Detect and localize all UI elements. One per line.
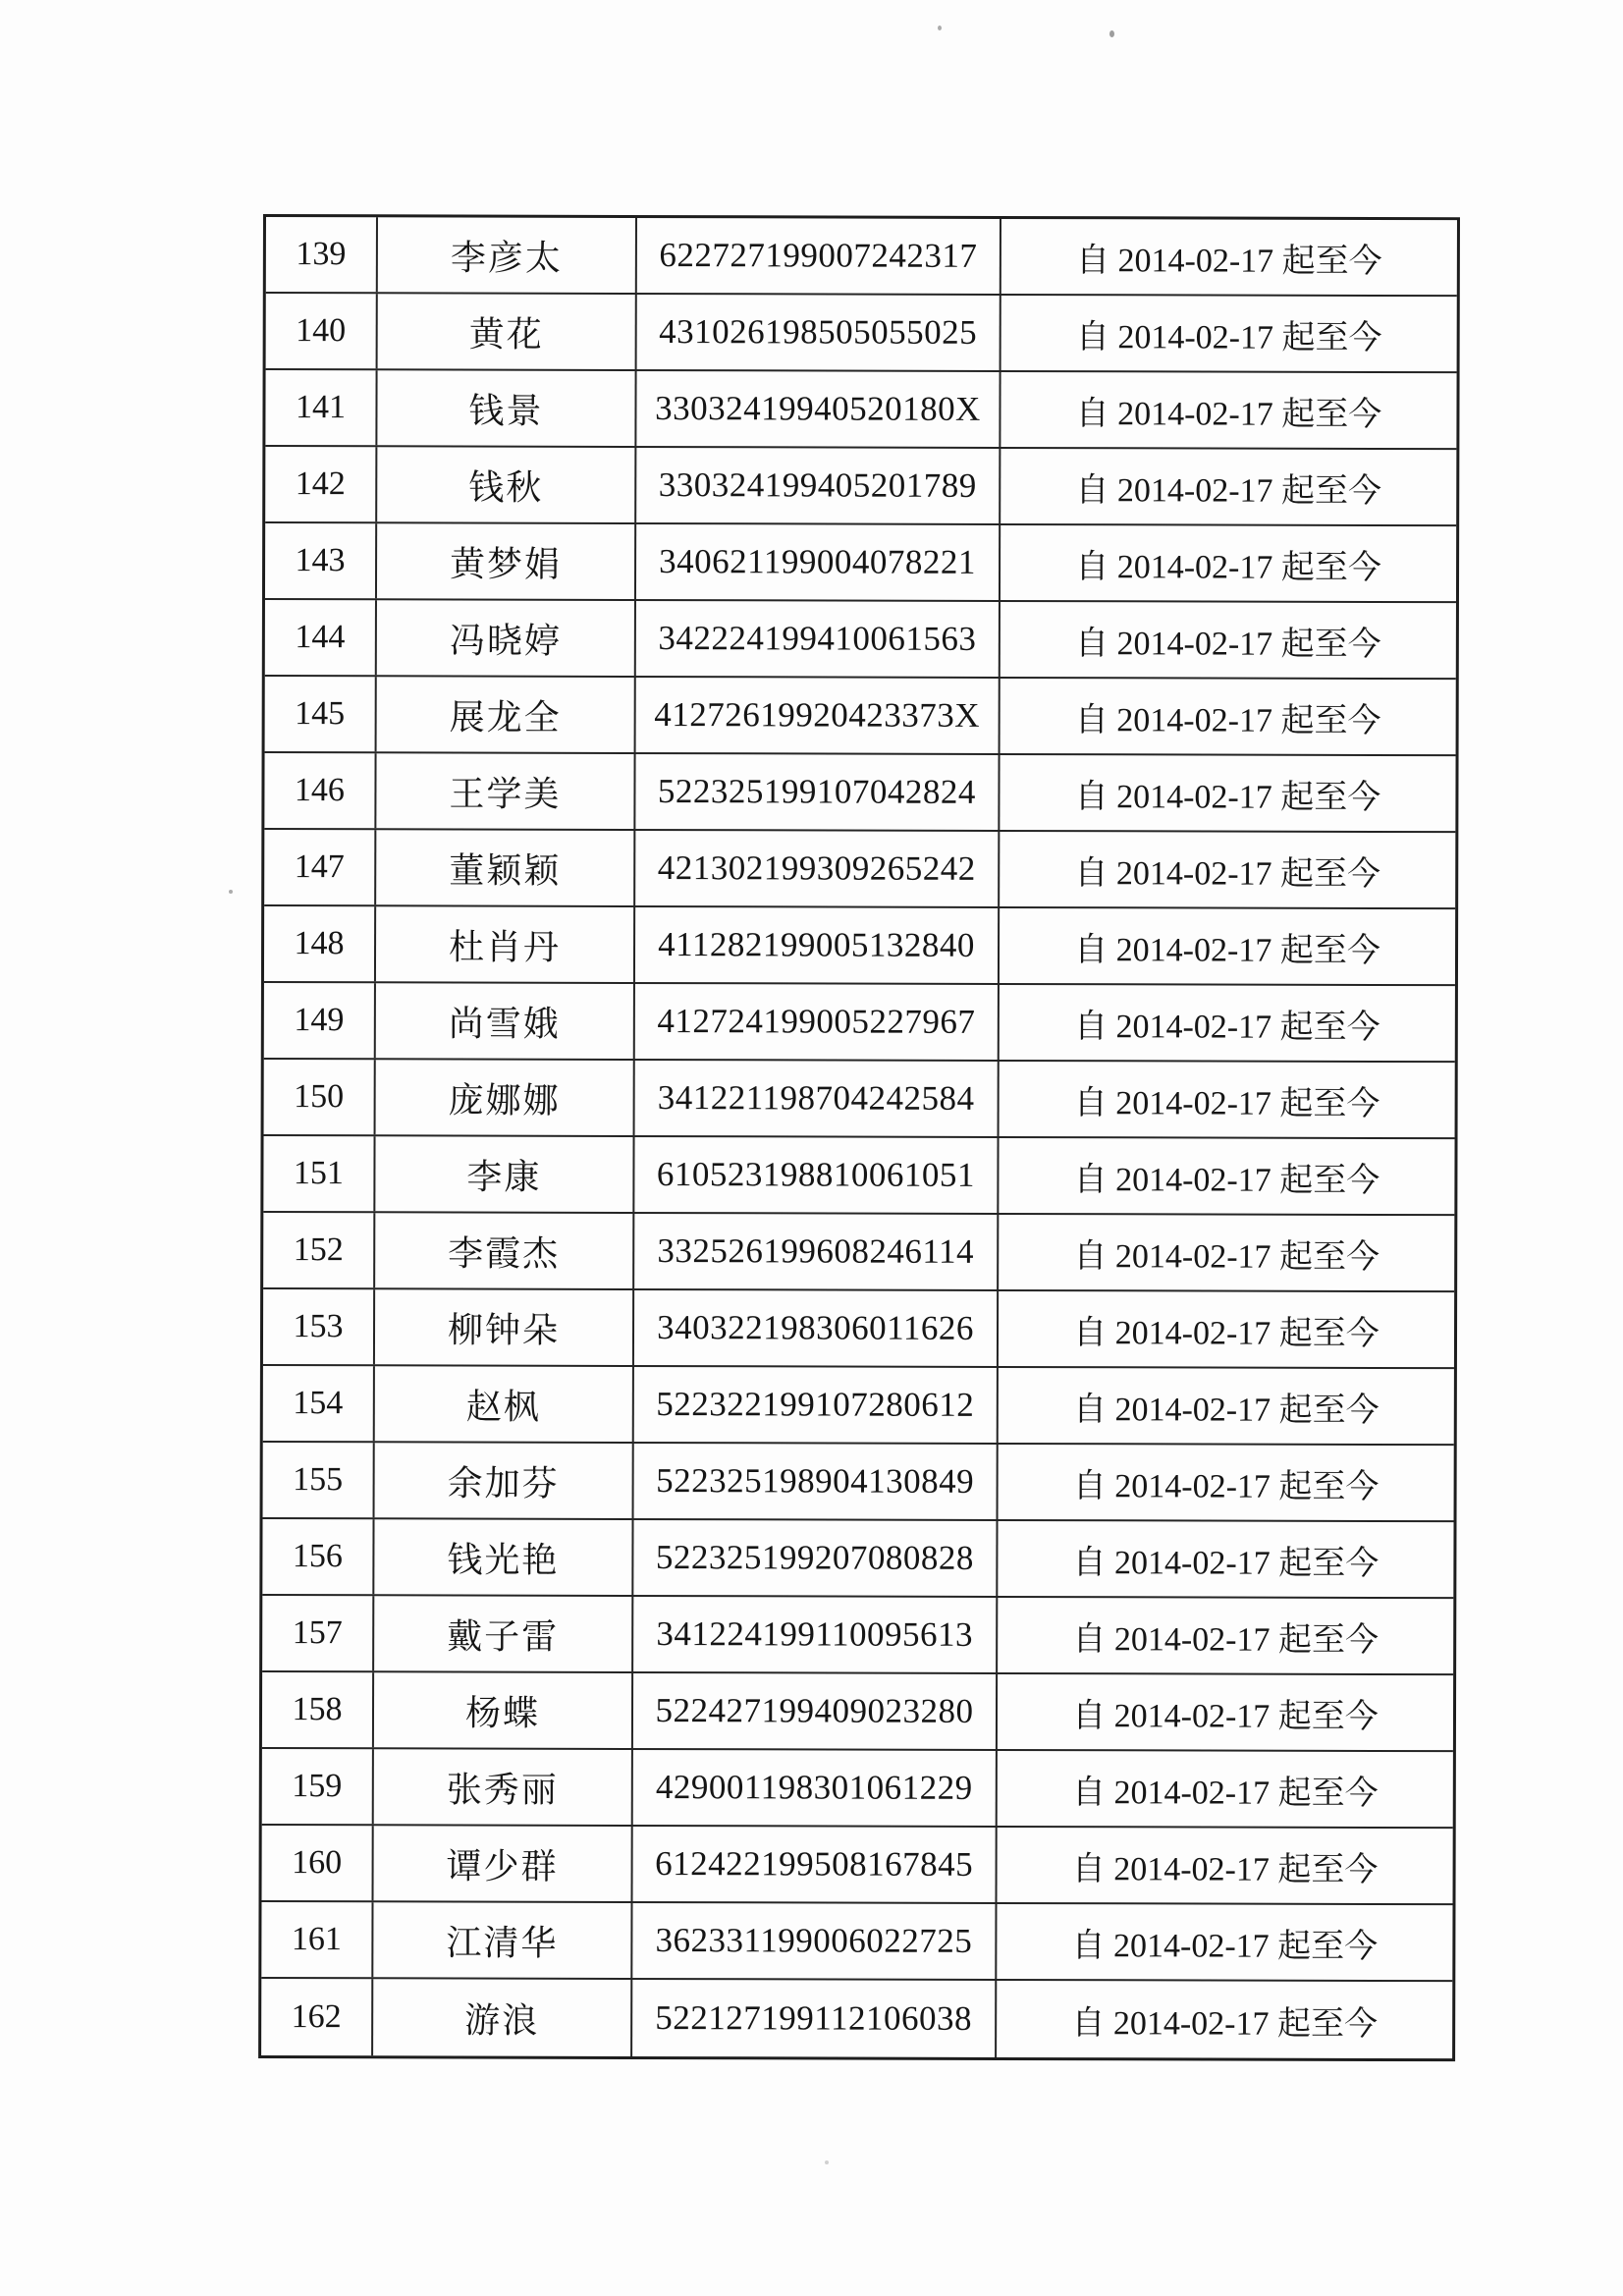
id-number-cell: 612422199508167845 [633, 1827, 998, 1902]
validity-period-cell: 自 2014-02-17 起至今 [1074, 778, 1381, 816]
validity-period-cell: 自 2014-02-17 起至今 [1075, 318, 1382, 356]
row-number-cell: 152 [263, 1213, 375, 1287]
validity-period-cell: 自 2014-02-17 起至今 [1071, 1774, 1379, 1812]
table-row [264, 983, 1455, 1063]
name-cell: 谭少群 [374, 1826, 633, 1901]
name-cell: 杜肖丹 [376, 906, 635, 982]
name-cell: 游浪 [373, 1979, 632, 2056]
name-cell: 董颖颖 [376, 830, 635, 905]
validity-period-cell: 自 2014-02-17 起至今 [1071, 1850, 1379, 1888]
table-row [263, 1289, 1454, 1369]
validity-period-cell: 自 2014-02-17 起至今 [1075, 471, 1382, 510]
row-number-cell: 141 [265, 370, 377, 445]
table-row [263, 1366, 1454, 1446]
roster-table [258, 214, 1460, 2061]
table-row [261, 1826, 1452, 1905]
id-number-cell: 610523198810061051 [634, 1137, 999, 1213]
table-row [262, 1672, 1453, 1752]
table-row [265, 600, 1456, 680]
id-number-cell: 622727199007242317 [637, 218, 1001, 294]
id-number-cell: 41272619920423373X [636, 678, 1001, 753]
name-cell: 展龙全 [377, 677, 636, 752]
validity-period-cell: 自 2014-02-17 起至今 [1073, 1314, 1380, 1352]
table-row [266, 294, 1457, 373]
row-number-cell: 159 [262, 1749, 374, 1824]
row-number-cell: 146 [264, 753, 376, 828]
validity-period-cell: 自 2014-02-17 起至今 [1073, 1008, 1380, 1046]
table-row [261, 1979, 1452, 2058]
row-number-cell: 160 [262, 1826, 374, 1900]
validity-period-cell: 自 2014-02-17 起至今 [1072, 1620, 1380, 1659]
name-cell: 黄梦娟 [377, 523, 636, 599]
name-cell: 余加芬 [375, 1443, 634, 1518]
row-number-cell: 139 [266, 217, 378, 292]
name-cell: 钱秋 [377, 447, 636, 522]
validity-period-cell: 自 2014-02-17 起至今 [1071, 1927, 1379, 1965]
scan-speck [938, 26, 942, 30]
name-cell: 王学美 [376, 753, 635, 829]
name-cell: 赵枫 [375, 1366, 634, 1442]
id-number-cell: 522322199107280612 [634, 1367, 999, 1443]
row-number-cell: 147 [264, 830, 376, 904]
row-number-cell: 156 [262, 1519, 374, 1594]
name-cell: 李彦太 [378, 217, 637, 293]
name-cell: 黄花 [378, 294, 637, 369]
row-number-cell: 145 [265, 677, 377, 751]
row-number-cell: 143 [265, 523, 377, 598]
name-cell: 李霞杰 [375, 1213, 634, 1288]
validity-period-cell: 自 2014-02-17 起至今 [1074, 854, 1381, 893]
table-row [264, 753, 1455, 833]
row-number-cell: 153 [263, 1289, 375, 1364]
row-number-cell: 150 [264, 1060, 376, 1134]
row-number-cell: 148 [264, 906, 376, 981]
name-cell: 庞娜娜 [376, 1060, 635, 1135]
id-number-cell: 341224199110095613 [633, 1597, 998, 1672]
table-row [265, 370, 1456, 450]
validity-period-cell: 自 2014-02-17 起至今 [1074, 625, 1381, 663]
row-number-cell: 140 [266, 294, 378, 368]
name-cell: 尚雪娥 [376, 983, 635, 1059]
row-number-cell: 142 [265, 447, 377, 521]
name-cell: 柳钟朵 [375, 1289, 634, 1365]
id-number-cell: 342224199410061563 [636, 601, 1001, 677]
validity-period-cell: 自 2014-02-17 起至今 [1072, 1467, 1380, 1505]
id-number-cell: 429001198301061229 [633, 1750, 998, 1826]
validity-period-cell: 自 2014-02-17 起至今 [1072, 1544, 1380, 1582]
id-number-cell: 332526199608246114 [634, 1214, 999, 1289]
table-row [266, 217, 1457, 297]
table-row [264, 830, 1455, 909]
validity-period-cell: 自 2014-02-17 起至今 [1074, 701, 1381, 739]
id-number-cell: 522325199107042824 [635, 754, 1000, 830]
id-number-cell: 522325199207080828 [633, 1520, 998, 1596]
validity-period-cell: 自 2014-02-17 起至今 [1074, 931, 1380, 969]
id-number-cell: 522127199112106038 [632, 1980, 997, 2057]
id-number-cell: 411282199005132840 [635, 907, 1000, 983]
id-number-cell: 33032419940520180X [636, 371, 1001, 447]
id-number-cell: 340322198306011626 [634, 1290, 999, 1366]
name-cell: 江清华 [373, 1902, 632, 1978]
id-number-cell: 341221198704242584 [635, 1061, 1000, 1136]
table-row [262, 1519, 1453, 1599]
scan-speck [1109, 30, 1114, 37]
table-row [262, 1749, 1453, 1829]
row-number-cell: 162 [261, 1979, 373, 2055]
row-number-cell: 154 [263, 1366, 375, 1441]
row-number-cell: 155 [263, 1443, 375, 1517]
id-number-cell: 522325198904130849 [634, 1444, 999, 1519]
row-number-cell: 157 [262, 1596, 374, 1670]
table-row [263, 1213, 1454, 1292]
validity-period-cell: 自 2014-02-17 起至今 [1071, 2004, 1379, 2043]
validity-period-cell: 自 2014-02-17 起至今 [1076, 242, 1382, 280]
validity-period-cell: 自 2014-02-17 起至今 [1072, 1391, 1380, 1429]
id-number-cell: 362331199006022725 [632, 1903, 997, 1979]
table-row [265, 523, 1456, 603]
validity-period-cell: 自 2014-02-17 起至今 [1073, 1161, 1380, 1199]
id-number-cell: 421302199309265242 [635, 831, 1000, 906]
row-number-cell: 158 [262, 1672, 374, 1747]
table-row [263, 1443, 1454, 1522]
scan-speck [229, 890, 233, 894]
table-row [264, 1060, 1455, 1139]
name-cell: 钱光艳 [374, 1519, 633, 1595]
name-cell: 张秀丽 [374, 1749, 633, 1825]
row-number-cell: 144 [265, 600, 377, 675]
id-number-cell: 330324199405201789 [636, 448, 1001, 523]
table-row [265, 447, 1456, 526]
validity-period-cell: 自 2014-02-17 起至今 [1072, 1697, 1379, 1735]
name-cell: 杨蝶 [374, 1672, 633, 1748]
validity-period-cell: 自 2014-02-17 起至今 [1075, 395, 1382, 433]
validity-period-cell: 自 2014-02-17 起至今 [1073, 1084, 1380, 1122]
table-row [262, 1596, 1453, 1675]
row-number-cell: 151 [263, 1136, 375, 1211]
validity-period-cell: 自 2014-02-17 起至今 [1075, 548, 1381, 586]
name-cell: 钱景 [377, 370, 636, 446]
name-cell: 戴子雷 [374, 1596, 633, 1671]
id-number-cell: 340621199004078221 [636, 524, 1001, 600]
table-row [265, 677, 1456, 756]
table-row [261, 1902, 1452, 1982]
row-number-cell: 161 [261, 1902, 373, 1977]
name-cell: 冯晓婷 [377, 600, 636, 676]
table-row [264, 906, 1455, 986]
id-number-cell: 522427199409023280 [633, 1673, 998, 1749]
id-number-cell: 431026198505055025 [637, 295, 1001, 370]
table-row [263, 1136, 1454, 1216]
id-number-cell: 412724199005227967 [635, 984, 1000, 1060]
scan-speck [825, 2160, 829, 2164]
name-cell: 李康 [375, 1136, 634, 1212]
validity-period-cell: 自 2014-02-17 起至今 [1073, 1237, 1380, 1276]
row-number-cell: 149 [264, 983, 376, 1058]
